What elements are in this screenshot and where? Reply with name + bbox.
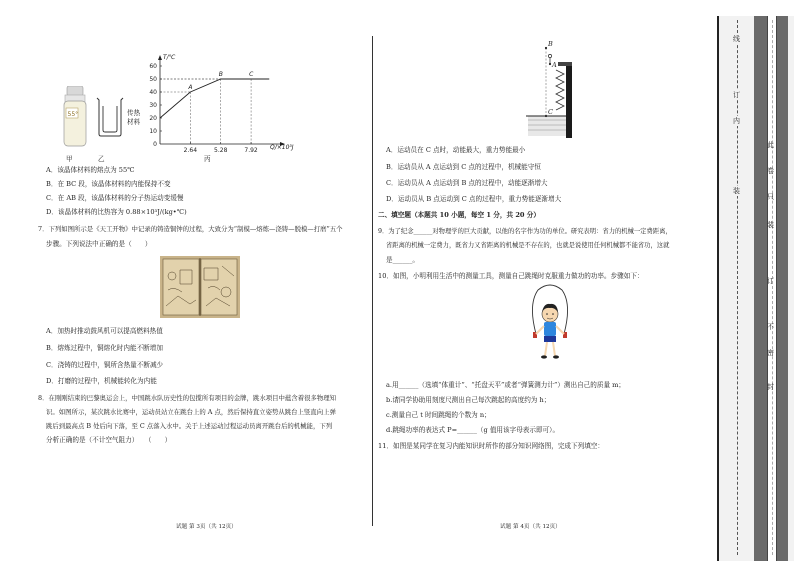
beaker-diagram (94, 96, 128, 138)
rope-skipping-boy-image (524, 284, 576, 372)
y-tick-label: 50 (149, 76, 157, 83)
q6-option-c: C．在 AB 段，该晶体材料的分子热运动变缓慢 (46, 194, 184, 202)
caption-bing: 丙 (204, 155, 211, 163)
y-axis-label: T/℃ (163, 54, 176, 61)
material-label-1: 传热 (127, 109, 141, 117)
outer-dashed-line (737, 20, 738, 555)
q9-line-2: 省距离的机械一定费力，既省力又省距离的机械是不存在的，也就是说使用任何机械都不能省功，这就 (386, 242, 670, 249)
q6-option-d: D．该晶体材料的比热容为 0.88×10³J/(kg•℃) (46, 208, 187, 216)
q8-stem-line-4: 分析正确的是（不计空气阻力） （ ） (46, 436, 172, 444)
point-label-a: A (188, 84, 193, 91)
inner-char-juan: 卷 (767, 167, 774, 175)
y-tick-label: 20 (149, 115, 157, 122)
cup-temperature-text: 55° (67, 111, 79, 118)
q6-option-a: A．该晶体材料的熔点为 55℃ (46, 166, 135, 174)
temperature-heat-graph (140, 52, 300, 154)
x-tick-label: 7.92 (244, 147, 258, 154)
q7-stem-line-2: 步骤。下列说法中正确的是（ ） (46, 240, 152, 248)
q11-stem: 11．如图是某同学在复习内能知识时所作的部分知识网络图，完成下列填空： (378, 442, 604, 450)
inner-char-ci: 此 (767, 141, 774, 149)
q10-step-b: b.请同学协助用刻度尺测出自己每次跳起的高度约为 h； (386, 396, 551, 404)
outer-char-ding: 订 (733, 91, 740, 99)
y-tick-label: 10 (149, 128, 157, 135)
inner-char-bu: 不 (767, 323, 774, 331)
left-page-footer: 试题 第 3页（共 12页） (176, 524, 237, 530)
point-label-c: C (249, 71, 254, 78)
caption-jia: 甲 (66, 155, 73, 163)
binding-strip-edge (717, 16, 719, 561)
inner-dashed-line (772, 20, 773, 555)
right-page-footer: 试题 第 4页（共 12页） (500, 524, 561, 530)
x-axis-label: Q/×10³J (270, 144, 294, 151)
x-tick-label: 2.64 (183, 147, 198, 154)
q8-stem-line-1: 8．在刚刚结束的巴黎奥运会上，中国跳水队历史性的包揽所有项目的金牌，跳水项目中蕴含着很多物理知 (38, 394, 337, 402)
inner-char-zhuang: 装 (767, 221, 774, 229)
q8-option-a: A．运动员在 C 点时，动能最大，重力势能最小 (386, 146, 526, 154)
q7-stem-line-1: 7．下列如图所示是《天工开物》中记录的铸造铜钟的过程，大致分为“制模—熔炼—浇铸—脱模—打磨”五个 (38, 225, 343, 233)
outer-char-xian-top: 线 (733, 35, 740, 43)
y-tick-label: 40 (149, 89, 157, 96)
y-tick-label: 0 (153, 141, 157, 148)
section-title-fill-in: 二、填空题（本题共 10 小题，每空 1 分，共 20 分） (378, 211, 540, 219)
y-tick-label: 30 (149, 102, 157, 109)
q7-option-c: C．浇铸的过程中，铜所含热量不断减少 (46, 361, 164, 369)
inner-char-ding: 订 (767, 277, 774, 285)
heating-curve-line (160, 79, 269, 118)
q7-option-b: B．熔炼过程中，铜熔化时内能不断增加 (46, 344, 163, 352)
y-tick-label: 60 (149, 63, 157, 70)
inner-char-feng: 封 (767, 383, 774, 391)
q10-step-a: a.用______（选填“体重计”、“托盘天平”或者“弹簧测力计”）测出自己的质量 m； (386, 381, 626, 389)
q8-option-b: B．运动员从 A 点运动到 C 点的过程中，机械能守恒 (386, 163, 541, 171)
tiangong-kaiwu-illustration (160, 256, 240, 318)
diagram-label-c: C (548, 108, 553, 116)
inner-char-mi: 密 (767, 349, 774, 357)
diagram-label-b: B (548, 40, 553, 48)
outer-char-nei: 内 (733, 117, 740, 125)
inner-char-zhi: 只 (767, 193, 774, 201)
material-label-2: 材料 (127, 118, 141, 126)
x-tick-label: 5.28 (214, 147, 228, 154)
q7-option-d: D．打磨的过程中，机械能转化为内能 (46, 377, 157, 385)
diagram-label-a: A (552, 61, 557, 69)
q9-line-1: 9．为了纪念______对物理学的巨大贡献，以他的名字作为功的单位。研究表明：省力的机械一定费距离， (378, 228, 672, 235)
q6-option-b: B．在 BC 段，该晶体材料的内能保持不变 (46, 180, 171, 188)
q8-option-c: C．运动员从 A 点运动到 B 点的过程中，动能逐渐增大 (386, 179, 548, 187)
q10-step-d: d.跳绳功率的表达式 P=______（g 值用该字母表示即可）。 (386, 426, 560, 434)
q10-step-c: c.测量自己 t 时间跳绳的个数为 n； (386, 411, 491, 419)
thermos-cup-image (60, 86, 90, 148)
diving-platform-diagram (524, 40, 580, 140)
point-label-b: B (218, 71, 223, 78)
outer-char-zhuang: 装 (733, 187, 740, 195)
q8-stem-line-2: 识。如图所示，某次跳水比赛中，运动员站立在跳台上的 A 点，然后保持直立姿势从跳台上竖直向上弹 (46, 408, 336, 416)
q8-stem-line-3: 跳后到最高点 B 处后向下落，至 C 点落入水中。关于上述运动过程运动员离开跳台后的机械能，下列 (46, 422, 333, 430)
q9-line-3: 是______。 (386, 256, 419, 264)
caption-yi: 乙 (98, 155, 105, 163)
q8-option-d: D．运动员从 B 点运动到 C 点的过程中，重力势能逐渐增大 (386, 195, 562, 203)
q10-stem: 10．如图，小明利用生活中的测量工具，测量自己跳绳时克服重力做功的功率。步骤如下： (378, 272, 644, 280)
q7-option-a: A．加热时推动鼓风机可以提高燃料热值 (46, 327, 163, 335)
page-divider (372, 36, 373, 526)
